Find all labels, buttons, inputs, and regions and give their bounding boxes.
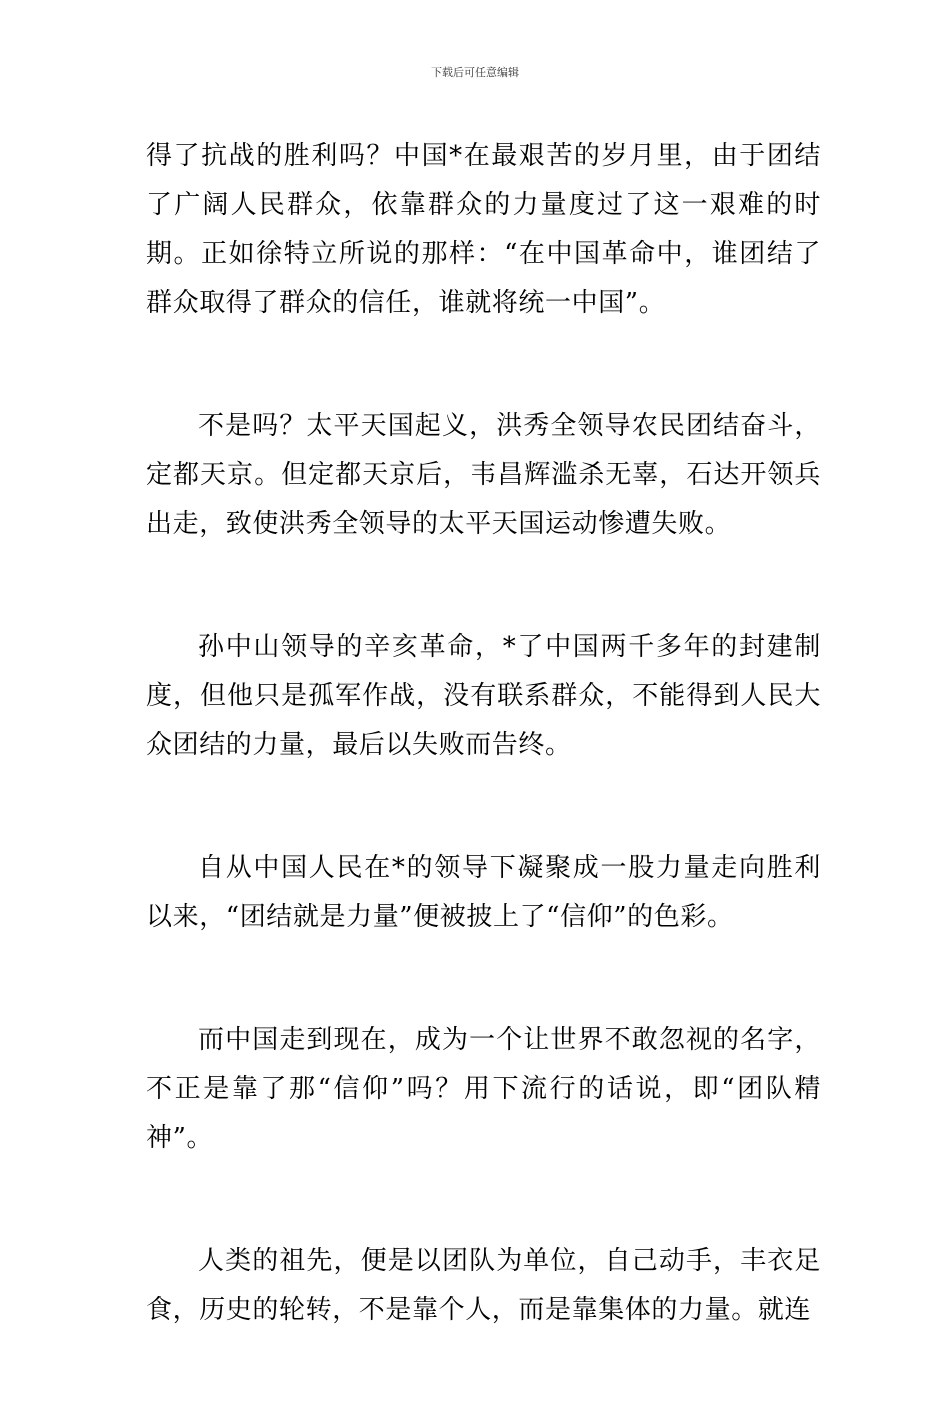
paragraph: 不是吗？太平天国起义，洪秀全领导农民团结奋斗，定都天京。但定都天京后，韦昌辉滥杀无辜，石达开领兵出走，致使洪秀全领导的太平天国运动惨遭失败。 [146, 411, 821, 539]
document-body [146, 132, 821, 1409]
paragraph: 自从中国人民在*的领导下凝聚成一股力量走向胜利以来，“团结就是力量”便被披上了“信仰”的色彩。 [146, 853, 821, 932]
paragraph: 得了抗战的胜利吗？中国*在最艰苦的岁月里，由于团结了广阔人民群众，依靠群众的力量度过了这一艰难的时期。正如徐特立所说的那样：“在中国革命中，谁团结了群众取得了群众的信任，谁就将统一中国”。 [146, 141, 821, 318]
paragraph: 孙中山领导的辛亥革命，*了中国两千多年的封建制度，但他只是孤军作战，没有联系群众，不能得到人民大众团结的力量，最后以失败而告终。 [146, 632, 821, 760]
paragraph: 而中国走到现在，成为一个让世界不敢忽视的名字，不正是靠了那“信仰”吗？用下流行的话说，即“团队精神”。 [146, 1025, 821, 1153]
page-header: 下载后可任意编辑 [431, 66, 519, 79]
paragraph: 人类的祖先，便是以团队为单位，自己动手，丰衣足食，历史的轮转，不是靠个人，而是靠集体的力量。就连 [146, 1246, 821, 1325]
